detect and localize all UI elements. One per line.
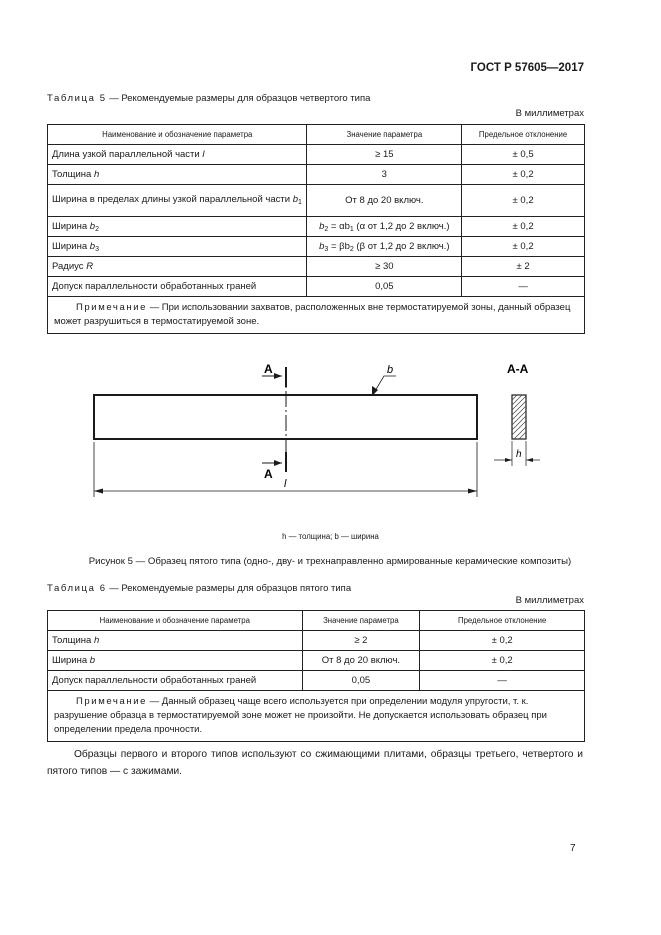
param-tolerance: ± 0,2 <box>462 217 585 237</box>
table6-header-tolerance: Предельное отклонение <box>420 611 585 631</box>
param-tolerance: — <box>462 277 585 297</box>
param-value: $b_2 = \alpha b_1$ (α от 1,2 до 2 включ.) <box>307 217 462 237</box>
table6-units: В миллиметрах <box>515 595 584 606</box>
table5-header-row <box>48 125 585 145</box>
standard-number: ГОСТ Р 57605—2017 <box>470 62 584 74</box>
param-value: ≥ 15 <box>307 145 462 165</box>
table-row <box>48 165 585 185</box>
cross-section-rect <box>512 395 526 439</box>
arrowhead-l-left <box>94 489 103 494</box>
param-name: Толщина h <box>48 631 303 651</box>
figure5-legend: h — толщина; b — ширина <box>282 532 379 541</box>
param-name: Радиус R <box>48 257 307 277</box>
param-name: Допуск параллельности обработанных граней <box>48 671 303 691</box>
leader-b <box>372 376 396 396</box>
table-row <box>48 217 585 237</box>
table6 <box>47 610 585 742</box>
arrowhead-bottom <box>274 460 282 466</box>
param-tolerance: ± 2 <box>462 257 585 277</box>
table-row <box>48 277 585 297</box>
arrowhead-h-left <box>505 458 512 462</box>
param-value: ≥ 2 <box>302 631 420 651</box>
param-tolerance: — <box>420 671 585 691</box>
table6-caption <box>47 583 351 594</box>
page-number: 7 <box>570 843 576 854</box>
table6-note: Примечание — Данный образец чаще всего используется при определении модуля упругости, т. к. разрушение образца в термостатируемой зоне может не произойти. Не допускается использовать образец при определении предела прочности. <box>48 691 585 742</box>
table6-header-name: Наименование и обозначение параметра <box>48 611 303 631</box>
table-row <box>48 237 585 257</box>
table5-header-tolerance: Предельное отклонение <box>462 125 585 145</box>
table5-note: Примечание — При использовании захватов, расположенных вне термостатируемой зоны, данный образец может разрушиться в термостатируемой зоне. <box>48 297 585 334</box>
label-l: l <box>284 478 287 490</box>
param-name: Ширина в пределах длины узкой параллельной части $b_1$ <box>48 185 307 217</box>
param-value: ≥ 30 <box>307 257 462 277</box>
param-tolerance: ± 0,2 <box>462 185 585 217</box>
param-value: От 8 до 20 включ. <box>302 651 420 671</box>
table5 <box>47 124 585 334</box>
table6-caption-text: — Рекомендуемые размеры для образцов пятого типа <box>106 583 352 594</box>
arrowhead-l-right <box>468 489 477 494</box>
param-value: $b_3 = \beta b_2$ (β от 1,2 до 2 включ.) <box>307 237 462 257</box>
table6-note-row <box>48 691 585 742</box>
param-value: 0,05 <box>302 671 420 691</box>
param-name: Допуск параллельности обработанных граней <box>48 277 307 297</box>
param-tolerance: ± 0,5 <box>462 145 585 165</box>
table5-caption <box>47 93 370 104</box>
section-view-label: А-А <box>507 362 529 376</box>
table5-caption-lead: Таблица 5 <box>47 93 107 104</box>
figure5-drawing <box>0 355 661 535</box>
param-value: 0,05 <box>307 277 462 297</box>
table-row <box>48 671 585 691</box>
section-label-top: А <box>264 362 273 376</box>
table-row <box>48 185 585 217</box>
table6-caption-lead: Таблица 6 <box>47 583 107 594</box>
figure5-caption: Рисунок 5 — Образец пятого типа (одно-, дву- и трехнаправленно армированные керамические композиты) <box>88 556 572 567</box>
param-name: Ширина $b_3$ <box>48 237 307 257</box>
label-b: b <box>387 364 394 376</box>
table5-caption-text: — Рекомендуемые размеры для образцов четвертого типа <box>106 93 371 104</box>
table6-header-row <box>48 611 585 631</box>
table5-header-value: Значение параметра <box>307 125 462 145</box>
param-name: Ширина b <box>48 651 303 671</box>
table-row <box>48 631 585 651</box>
table-row <box>48 651 585 671</box>
param-tolerance: ± 0,2 <box>420 651 585 671</box>
table6-header-value: Значение параметра <box>302 611 420 631</box>
param-tolerance: ± 0,2 <box>462 237 585 257</box>
param-tolerance: ± 0,2 <box>420 631 585 651</box>
param-value: От 8 до 20 включ. <box>307 185 462 217</box>
label-h: h <box>516 449 522 460</box>
arrowhead-h-right <box>526 458 533 462</box>
table-row <box>48 145 585 165</box>
section-label-bottom: А <box>264 467 273 481</box>
table5-note-row <box>48 297 585 334</box>
param-value: 3 <box>307 165 462 185</box>
table5-units: В миллиметрах <box>515 108 584 119</box>
table-row <box>48 257 585 277</box>
param-name: Толщина h <box>48 165 307 185</box>
table5-header-name: Наименование и обозначение параметра <box>48 125 307 145</box>
body-paragraph: Образцы первого и второго типов используют со сжимающими плитами, образцы третьего, четвертого и пятого типов — с зажимами. <box>47 749 583 777</box>
param-name: Ширина $b_2$ <box>48 217 307 237</box>
arrowhead-top <box>274 373 282 379</box>
param-name: Длина узкой параллельной части l <box>48 145 307 165</box>
cross-section-hatching <box>512 395 526 439</box>
param-tolerance: ± 0,2 <box>462 165 585 185</box>
